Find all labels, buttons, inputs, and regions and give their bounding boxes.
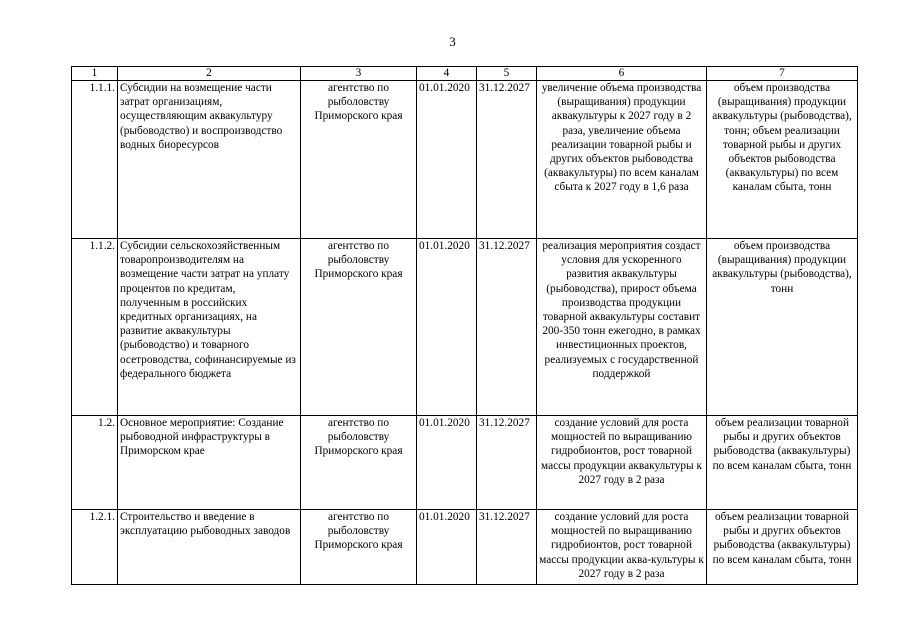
indicator: объем производства (выращивания) продукции аквакультуры (рыбоводства), тонн bbox=[707, 239, 858, 416]
end-date: 31.12.2027 bbox=[477, 81, 537, 239]
executor: агентство по рыболовству Приморского края bbox=[301, 416, 417, 510]
table-row bbox=[72, 81, 858, 239]
executor: агентство по рыболовству Приморского края bbox=[301, 510, 417, 585]
indicator: объем реализации товарной рыбы и других объектов рыбоводства (аквакультуры) по всем каналам сбыта, тонн bbox=[707, 416, 858, 510]
measure-name: Строительство и введение в эксплуатацию рыбоводных заводов bbox=[118, 510, 301, 585]
indicator: объем реализации товарной рыбы и других объектов рыбоводства (аквакультуры) по всем каналам сбыта, тонн bbox=[707, 510, 858, 585]
header-row bbox=[72, 67, 858, 81]
row-number: 1.2. bbox=[72, 416, 118, 510]
executor: агентство по рыболовству Приморского края bbox=[301, 239, 417, 416]
end-date: 31.12.2027 bbox=[477, 416, 537, 510]
column-header: 5 bbox=[477, 67, 537, 81]
column-header: 6 bbox=[537, 67, 707, 81]
column-header: 1 bbox=[72, 67, 118, 81]
measures-table bbox=[71, 66, 858, 585]
table-row bbox=[72, 510, 858, 585]
row-number: 1.2.1. bbox=[72, 510, 118, 585]
measure-name: Субсидии сельскохозяйственным товаропроизводителям на возмещение части затрат на уплату процентов по кредитам, полученным в российских кредитных организациях, на развитие аквакультуры (рыбоводство) и товарного осетроводства, софинансируемые из федерального бюджета bbox=[118, 239, 301, 416]
table-row bbox=[72, 416, 858, 510]
expected-result: увеличение объема производства (выращивания) продукции аквакультуры к 2027 году в 2 раза, увеличение объема реализации товарной рыбы и других объектов рыбоводства (аквакультуры) по всем каналам сбыта к 2027 году в 1,6 раза bbox=[537, 81, 707, 239]
expected-result: создание условий для роста мощностей по выращиванию гидробионтов, рост товарной массы продукции аква-культуры к 2027 году в 2 раза bbox=[537, 510, 707, 585]
expected-result: реализация мероприятия создаст условия для ускоренного развития аквакультуры (рыбоводства), прирост объема производства продукции товарной аквакультуры составит 200-350 тонн ежегодно, в рамках инвестиционных проектов, реализуемых с государственной поддержкой bbox=[537, 239, 707, 416]
start-date: 01.01.2020 bbox=[417, 416, 477, 510]
expected-result: создание условий для роста мощностей по выращиванию гидробионтов, рост товарной массы продукции аквакультуры к 2027 году в 2 раза bbox=[537, 416, 707, 510]
page-number: 3 bbox=[449, 34, 456, 49]
start-date: 01.01.2020 bbox=[417, 81, 477, 239]
column-header: 3 bbox=[301, 67, 417, 81]
end-date: 31.12.2027 bbox=[477, 510, 537, 585]
executor: агентство по рыболовству Приморского края bbox=[301, 81, 417, 239]
measure-name: Основное мероприятие: Создание рыбоводной инфраструктуры в Приморском крае bbox=[118, 416, 301, 510]
column-header: 4 bbox=[417, 67, 477, 81]
table-row bbox=[72, 239, 858, 416]
start-date: 01.01.2020 bbox=[417, 510, 477, 585]
measure-name: Субсидии на возмещение части затрат организациям, осуществляющим аквакультуру (рыбоводство) и воспроизводство водных биоресурсов bbox=[118, 81, 301, 239]
row-number: 1.1.2. bbox=[72, 239, 118, 416]
column-header: 2 bbox=[118, 67, 301, 81]
indicator: объем производства (выращивания) продукции аквакультуры (рыбоводства), тонн; объем реализации товарной рыбы и других объектов рыбоводства (аквакультуры) по всем каналам сбыта, тонн bbox=[707, 81, 858, 239]
column-header: 7 bbox=[707, 67, 858, 81]
start-date: 01.01.2020 bbox=[417, 239, 477, 416]
end-date: 31.12.2027 bbox=[477, 239, 537, 416]
row-number: 1.1.1. bbox=[72, 81, 118, 239]
